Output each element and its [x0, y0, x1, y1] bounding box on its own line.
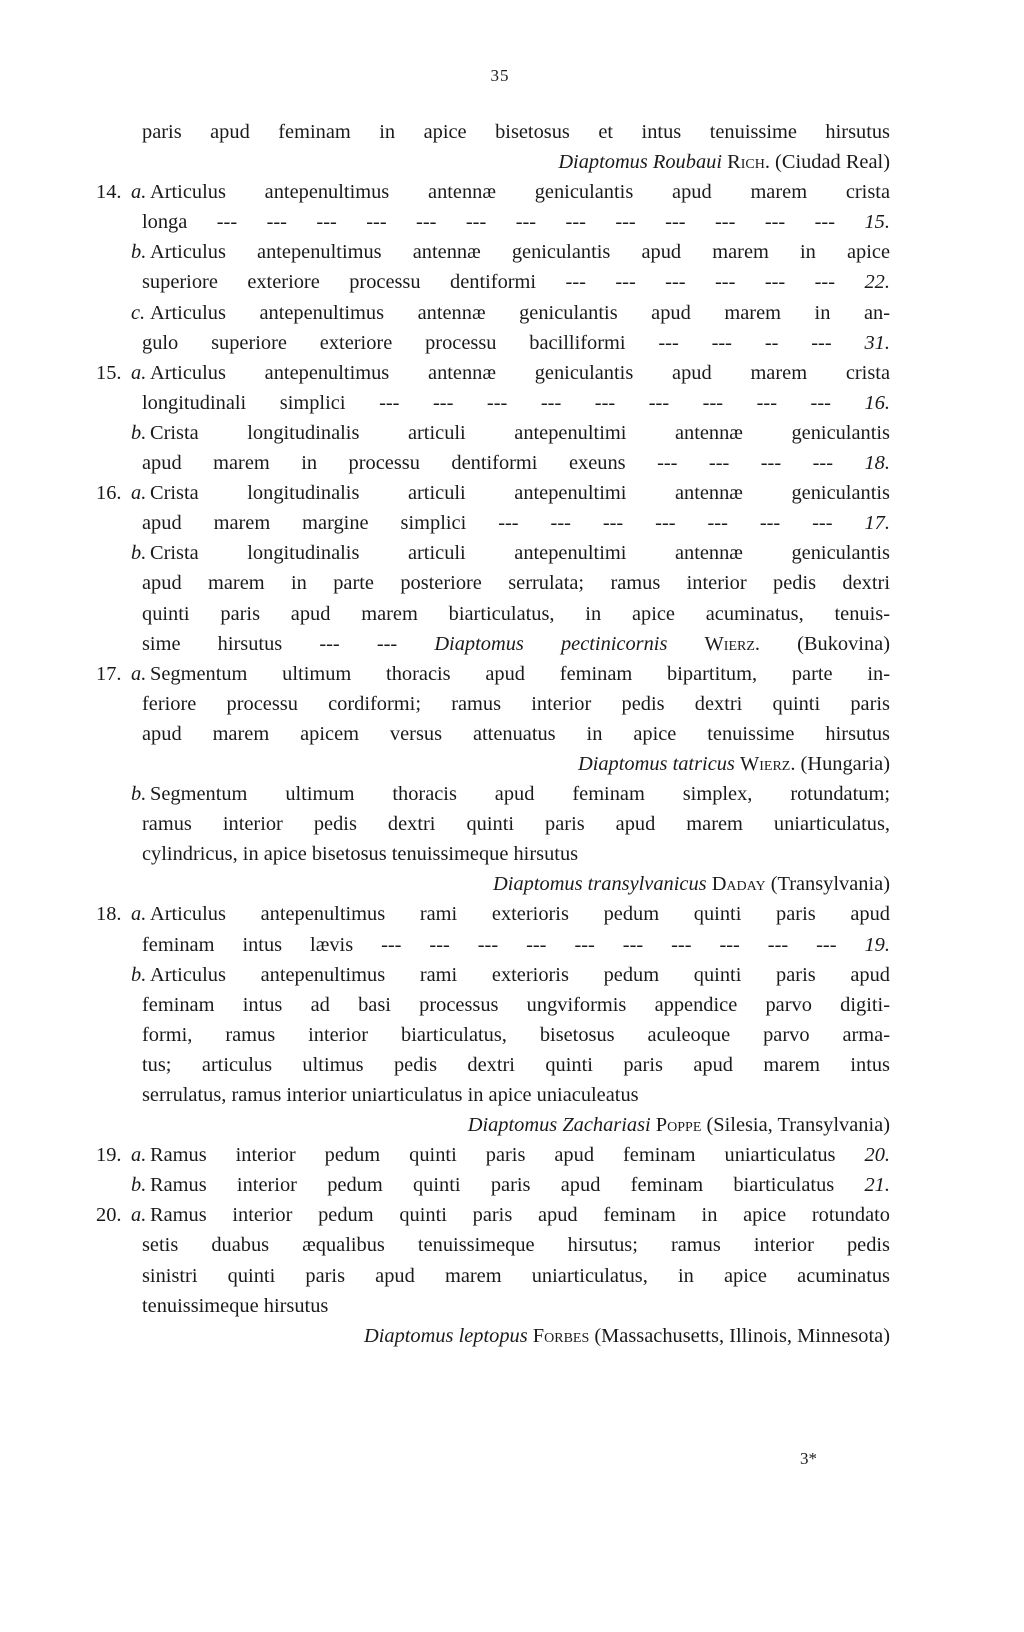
key-line	[96, 1080, 890, 1110]
species-locality: (Hungaria)	[800, 752, 890, 775]
line-text	[142, 719, 890, 749]
printer-signature: 3*	[800, 1449, 817, 1468]
line-text	[150, 237, 890, 267]
line-text	[142, 839, 890, 869]
text: Articulus antepenultimus rami exterioris pedum quinti paris apud	[150, 963, 890, 986]
key-line	[96, 1140, 890, 1170]
couplet-letter: b.	[131, 963, 147, 986]
key-line	[96, 478, 890, 508]
line-text	[150, 1200, 890, 1230]
couplet-letter: a.	[131, 181, 147, 204]
species-locality: (Bukovina)	[797, 632, 890, 655]
dot-leader: --- --- --- --- --- --- --- --- --- --- --- --- ---	[216, 211, 836, 234]
key-line	[96, 177, 890, 207]
key-line	[96, 1170, 890, 1200]
line-text	[192, 1321, 890, 1351]
text: Articulus antepenultimus antennæ geniculantis apud marem in apice	[150, 241, 890, 264]
couplet-letter: a.	[131, 1144, 147, 1167]
text: Ramus interior pedum quinti paris apud feminam uniarticulatus	[150, 1144, 836, 1167]
line-text	[142, 689, 890, 719]
text: apud marem apicem versus attenuatus in apice tenuissime hirsutus	[142, 722, 890, 745]
text: cylindricus, in apice bisetosus tenuissimeque hirsutus	[142, 843, 579, 866]
couplet-letter: a.	[131, 662, 147, 685]
key-line	[96, 809, 890, 839]
couplet-letter: b.	[131, 421, 147, 444]
couplet-number: 19.	[96, 1144, 122, 1167]
couplet-reference: 15.	[864, 211, 890, 234]
text: paris apud feminam in apice bisetosus et intus tenuissime hirsutus	[142, 121, 890, 143]
key-line	[96, 1291, 890, 1321]
text: feminam intus lævis	[142, 933, 354, 956]
text: superiore exteriore processu dentiformi	[142, 271, 537, 294]
key-line	[96, 899, 890, 929]
species-locality: (Massachusetts, Illinois, Minnesota)	[594, 1324, 890, 1347]
text: feminam intus ad basi processus ungviformis appendice parvo digiti-	[142, 993, 890, 1016]
species-name: Diaptomus tatricus	[577, 752, 735, 775]
key-line	[96, 869, 890, 899]
dot-leader: --- ---	[319, 632, 398, 655]
species-locality: (Ciudad Real)	[775, 151, 890, 174]
text: Articulus antepenultimus antennæ geniculantis apud marem in an-	[150, 301, 890, 324]
text: Crista longitudinalis articuli antepenultimi antennæ geniculantis	[150, 421, 890, 444]
key-line	[96, 960, 890, 990]
key-text	[96, 117, 890, 1351]
couplet-letter: c.	[131, 301, 146, 324]
key-line	[96, 147, 890, 177]
line-text	[150, 358, 890, 388]
key-line	[96, 388, 890, 418]
couplet-letter: a.	[131, 361, 147, 384]
text: tenuissimeque hirsutus	[142, 1294, 329, 1317]
text: Articulus antepenultimus antennæ geniculantis apud marem crista	[150, 181, 890, 204]
text: feriore processu cordiformi; ramus interior pedis dextri quinti paris	[142, 692, 890, 715]
key-line	[96, 1261, 890, 1291]
text: Segmentum ultimum thoracis apud feminam bipartitum, parte in-	[150, 662, 890, 685]
text: Articulus antepenultimus rami exterioris pedum quinti paris apud	[150, 903, 890, 926]
line-text	[150, 1140, 890, 1170]
key-line	[96, 839, 890, 869]
key-line	[96, 779, 890, 809]
species-author: Rich.	[727, 151, 770, 174]
line-text	[150, 298, 890, 328]
key-line	[96, 629, 890, 659]
key-line	[96, 117, 890, 147]
species-locality: (Transylvania)	[770, 873, 890, 896]
key-line	[96, 237, 890, 267]
couplet-reference: 16.	[864, 391, 890, 414]
text: tus; articulus ultimus pedis dextri quinti paris apud marem intus	[142, 1053, 890, 1076]
species-author: Wierz.	[739, 752, 796, 775]
line-text	[142, 448, 890, 478]
couplet-reference: 31.	[864, 331, 890, 354]
key-line	[96, 689, 890, 719]
line-text	[150, 478, 890, 508]
key-line	[96, 418, 890, 448]
couplet-reference: 22.	[864, 271, 890, 294]
couplet-letter: b.	[131, 783, 147, 806]
line-text	[142, 388, 890, 418]
key-line	[96, 538, 890, 568]
text: Crista longitudinalis articuli antepenultimi antennæ geniculantis	[150, 482, 890, 505]
text: Articulus antepenultimus antennæ geniculantis apud marem crista	[150, 361, 890, 384]
species-name: Diaptomus transylvanicus	[493, 873, 707, 896]
line-text	[142, 1020, 890, 1050]
species-author: Forbes	[532, 1324, 590, 1347]
line-text	[142, 749, 890, 779]
key-line	[96, 1110, 890, 1140]
key-line	[96, 599, 890, 629]
key-line	[96, 568, 890, 598]
key-line	[96, 298, 890, 328]
text: apud marem in processu dentiformi exeuns	[142, 452, 626, 475]
key-line	[96, 930, 890, 960]
text: apud marem margine simplici	[142, 512, 467, 535]
line-text	[142, 267, 890, 297]
species-author: Daday	[711, 873, 766, 896]
couplet-number: 14.	[96, 181, 122, 204]
couplet-letter: a.	[131, 1204, 147, 1227]
page-number: 35	[490, 66, 510, 85]
key-line	[96, 448, 890, 478]
text: ramus interior pedis dextri quinti paris apud marem uniarticulatus,	[142, 813, 890, 836]
couplet-reference: 20.	[864, 1144, 890, 1167]
text: longitudinali simplici	[142, 391, 346, 414]
line-text	[142, 1050, 890, 1080]
species-name: Diaptomus Roubaui	[558, 151, 723, 174]
line-text	[142, 1230, 890, 1260]
text: apud marem in parte posteriore serrulata; ramus interior pedis dextri	[142, 572, 890, 595]
couplet-number: 20.	[96, 1204, 122, 1227]
text: Ramus interior pedum quinti paris apud feminam in apice rotundato	[150, 1204, 890, 1227]
text: Crista longitudinalis articuli antepenultimi antennæ geniculantis	[150, 542, 890, 565]
key-line	[96, 990, 890, 1020]
line-text	[142, 117, 890, 147]
couplet-letter: b.	[131, 542, 147, 565]
text: Segmentum ultimum thoracis apud feminam simplex, rotundatum;	[150, 783, 890, 806]
couplet-number: 15.	[96, 361, 122, 384]
dot-leader: --- --- --- ---	[657, 452, 833, 475]
key-line	[96, 749, 890, 779]
couplet-letter: b.	[131, 241, 147, 264]
species-locality: (Silesia, Transylvania)	[706, 1114, 890, 1137]
couplet-letter: b.	[131, 1174, 147, 1197]
line-text	[142, 599, 890, 629]
line-text	[150, 538, 890, 568]
line-text	[150, 899, 890, 929]
line-text	[150, 418, 890, 448]
key-line	[96, 659, 890, 689]
key-line	[96, 207, 890, 237]
species-name: Diaptomus leptopus	[363, 1324, 528, 1347]
line-text	[150, 1170, 890, 1200]
dot-leader: --- --- --- --- --- --- --- --- --- ---	[381, 933, 837, 956]
couplet-number: 16.	[96, 482, 122, 505]
key-line	[96, 1230, 890, 1260]
line-text	[150, 779, 890, 809]
key-line	[96, 358, 890, 388]
line-text	[142, 990, 890, 1020]
text: serrulatus, ramus interior uniarticulatus in apice uniaculeatus	[142, 1084, 639, 1106]
dot-leader: --- --- -- ---	[658, 331, 832, 354]
text: longa	[142, 211, 188, 234]
line-text	[142, 629, 890, 659]
dot-leader: --- --- --- --- --- --- --- --- ---	[379, 391, 831, 414]
line-text	[150, 960, 890, 990]
text: Ramus interior pedum quinti paris apud feminam biarticulatus	[150, 1174, 835, 1197]
key-line	[96, 719, 890, 749]
key-line	[96, 1050, 890, 1080]
couplet-letter: a.	[131, 482, 147, 505]
couplet-reference: 18.	[864, 452, 890, 475]
line-text	[142, 328, 890, 358]
text: gulo superiore exteriore processu bacilliformi	[142, 331, 626, 354]
couplet-reference: 17.	[864, 512, 890, 535]
species-name: Diaptomus pectinicornis	[434, 632, 668, 655]
text: sime hirsutus	[142, 632, 283, 655]
key-line	[96, 1200, 890, 1230]
couplet-reference: 21.	[864, 1174, 890, 1197]
key-line	[96, 1321, 890, 1351]
line-text	[150, 659, 890, 689]
species-author: Poppe	[655, 1114, 702, 1137]
text: quinti paris apud marem biarticulatus, in apice acuminatus, tenuis-	[142, 602, 890, 625]
line-text	[142, 1080, 890, 1110]
key-line	[96, 328, 890, 358]
species-author: Wierz.	[704, 632, 760, 655]
species-name: Diaptomus Zachariasi	[467, 1114, 651, 1137]
text: formi, ramus interior biarticulatus, bisetosus aculeoque parvo arma-	[142, 1023, 890, 1046]
line-text	[142, 930, 890, 960]
line-text	[142, 869, 890, 899]
couplet-number: 17.	[96, 662, 122, 685]
couplet-number: 18.	[96, 903, 122, 926]
key-line	[96, 267, 890, 297]
line-text	[142, 809, 890, 839]
line-text	[142, 147, 890, 177]
line-text	[142, 568, 890, 598]
dot-leader: --- --- --- --- --- ---	[565, 271, 836, 294]
text: setis duabus æqualibus tenuissimeque hirsutus; ramus interior pedis	[142, 1234, 890, 1257]
line-text	[142, 1110, 890, 1140]
line-text	[142, 1291, 890, 1321]
line-text	[142, 1261, 890, 1291]
line-text	[142, 508, 890, 538]
line-text	[150, 177, 890, 207]
dot-leader: --- --- --- --- --- --- ---	[498, 512, 833, 535]
key-line	[96, 1020, 890, 1050]
couplet-reference: 19.	[864, 933, 890, 956]
key-line	[96, 508, 890, 538]
line-text	[142, 207, 890, 237]
text: sinistri quinti paris apud marem uniarticulatus, in apice acuminatus	[142, 1264, 890, 1287]
couplet-letter: a.	[131, 903, 147, 926]
